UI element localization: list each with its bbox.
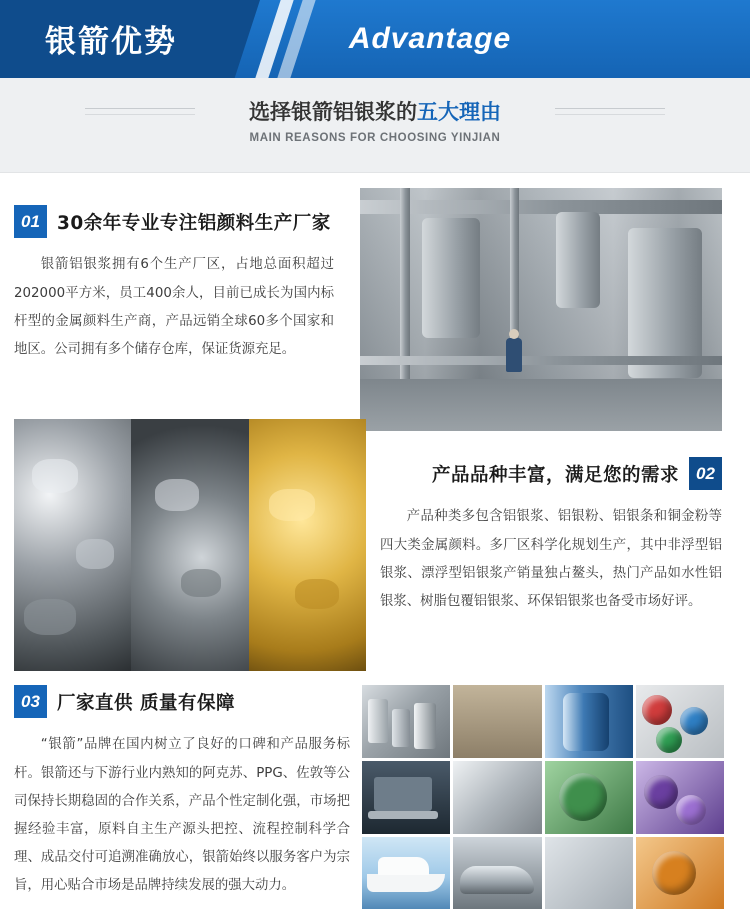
section-03-title: 厂家直供 质量有保障 xyxy=(57,692,235,714)
pipe-shape xyxy=(392,709,410,747)
section-03-head xyxy=(14,685,350,718)
pipe-shape xyxy=(368,699,388,743)
collage-cell-orange-ball xyxy=(636,837,724,909)
subhead-title-en: MAIN REASONS FOR CHOOSING YINJIAN xyxy=(249,132,501,144)
section-02-number: 02 xyxy=(689,457,722,490)
ball-shape xyxy=(559,773,607,821)
section-03 xyxy=(0,671,750,909)
collage-cell-laptop xyxy=(362,761,450,834)
photo1-pipe-mid xyxy=(360,356,722,365)
metal-powder-samples-photo xyxy=(14,419,366,671)
car-body xyxy=(460,866,534,894)
powder-strip-silver-coarse xyxy=(14,419,131,671)
collage-cell-purple-balls xyxy=(636,761,724,834)
section-03-number: 03 xyxy=(14,685,47,718)
grain xyxy=(32,459,78,493)
grain xyxy=(76,539,114,569)
photo1-worker xyxy=(506,338,522,372)
subhead-title-accent: 五大理由 xyxy=(417,100,501,124)
grain xyxy=(269,489,315,521)
grain xyxy=(295,579,339,609)
photo1-tank-2 xyxy=(556,212,600,308)
photo1-pipe-top xyxy=(360,200,722,214)
factory-production-line-photo xyxy=(360,188,722,431)
section-02-title: 产品品种丰富，满足您的需求 xyxy=(431,464,679,486)
grain xyxy=(24,599,76,635)
grain xyxy=(181,569,221,597)
banner-title-cn: 银箭优势 xyxy=(45,24,177,60)
ball-shape xyxy=(680,707,708,735)
collage-cell-yacht xyxy=(362,837,450,909)
ball-shape xyxy=(644,775,678,809)
banner-title-en: Advantage xyxy=(348,22,512,55)
subhead-title-prefix: 选择银箭铝银浆的 xyxy=(249,100,417,124)
subhead-title-cn xyxy=(0,96,750,126)
collage-cell-silver-coating xyxy=(453,761,541,834)
section-02-body: 产品种类多包含铝银浆、铝银粉、铝银条和铜金粉等四大类金属颜料。多厂区科学化规划生产，其中非浮型铝银浆、漂浮型铝银浆产销量独占鳌头，热门产品如水性铝银浆、树脂包覆铝银浆、环保铝银浆也备受市场好评。 xyxy=(380,509,722,609)
ball-shape xyxy=(656,727,682,753)
subhead-strip xyxy=(0,78,750,173)
collage-cell-factory xyxy=(453,685,541,758)
ball-shape xyxy=(676,795,706,825)
section-01-number: 01 xyxy=(14,205,47,238)
pipe-shape xyxy=(414,703,436,749)
section-02-head xyxy=(380,457,722,490)
collage-cell-colored-balls-1 xyxy=(636,685,724,758)
section-01 xyxy=(0,173,750,419)
application-products-collage-photo xyxy=(362,685,724,909)
section-03-body: “银箭”品牌在国内树立了良好的口碑和产品服务标杆。银箭还与下游行业内熟知的阿克苏、PPG、佐敦等公司保持长期稳固的合作关系，产品个性定制化强，市场把握经验丰富，原料自主生产源头把控、流程控制科学合理、成品交付可追溯准确放心，银箭始终以服务客户为宗旨，用心贴合市场是品牌持续发展的强大动力。 xyxy=(14,737,350,894)
powder-strip-silver-fine xyxy=(131,419,248,671)
laptop-screen xyxy=(374,777,432,811)
powder-strip-gold xyxy=(249,419,366,671)
section-02 xyxy=(0,419,750,671)
ball-shape xyxy=(652,851,696,895)
cylinder-shape xyxy=(563,693,609,751)
header-banner xyxy=(0,0,750,78)
collage-cell-blue-cylinder xyxy=(545,685,633,758)
section-01-head xyxy=(14,205,334,238)
collage-cell-green-ball xyxy=(545,761,633,834)
section-01-text-block xyxy=(0,191,352,419)
section-01-title: 30余年专业专注铝颜料生产厂家 xyxy=(57,212,331,234)
section-02-text-block xyxy=(366,419,736,671)
collage-cell-car xyxy=(453,837,541,909)
yacht-deck xyxy=(378,857,429,875)
yacht-hull xyxy=(367,874,445,893)
section-01-body: 银箭铝银浆拥有6个生产厂区，占地总面积超过202000平方米，员工400余人，目前已成长为国内标杆型的金属颜料生产商，产品远销全球60多个国家和地区。公司拥有多个储存仓库，保证货源充足。 xyxy=(14,257,334,357)
laptop-base xyxy=(368,811,438,819)
photo1-tank-1 xyxy=(422,218,480,338)
collage-cell-pipes xyxy=(362,685,450,758)
grain xyxy=(155,479,199,511)
section-03-text-block xyxy=(0,685,360,909)
collage-cell-steel-frame xyxy=(545,837,633,909)
ball-shape xyxy=(642,695,672,725)
